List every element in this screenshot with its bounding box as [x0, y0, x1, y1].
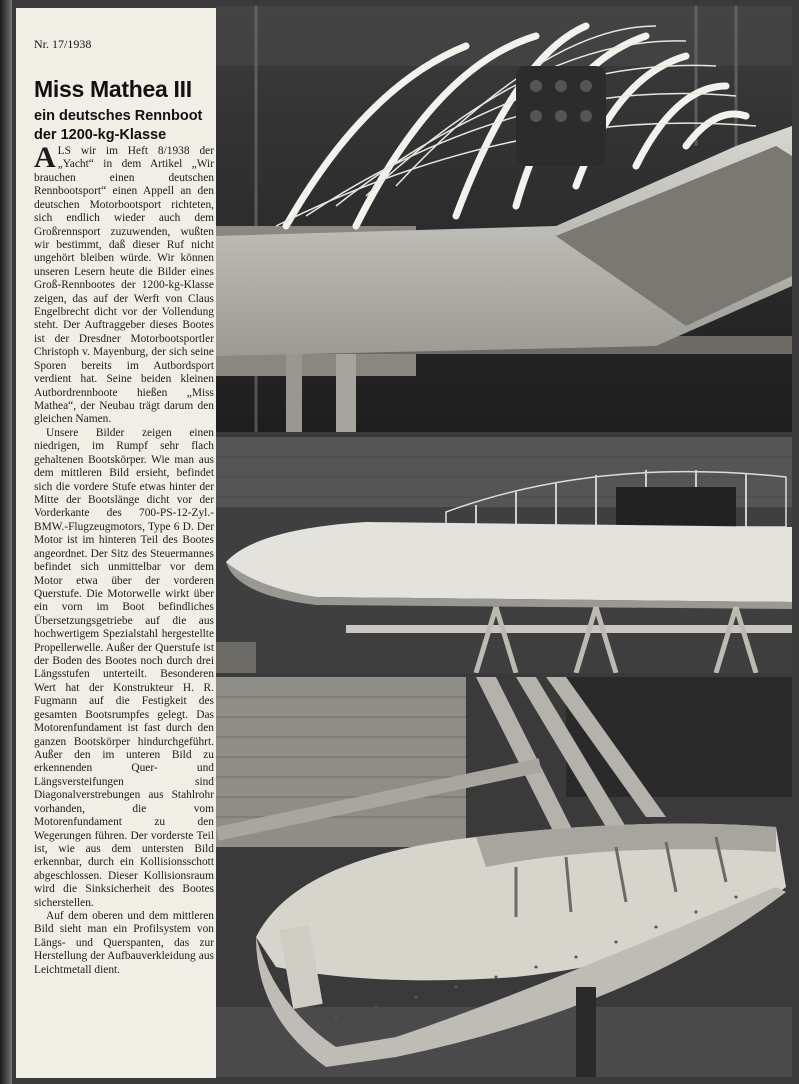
- photo-hull-interior: [216, 677, 792, 1077]
- issue-number: Nr. 17/1938: [34, 37, 92, 51]
- paragraph-1: [34, 141, 214, 427]
- paragraph-1-text: LS wir im Heft 8/1938 der „Yacht“ in dem Artikel „Wir brauchen einen deutschen Rennbootsport“ einen Appell an den deutschen Motorbootsport richteten, sich endlich wieder auch dem Großrennsport zuzuwenden, wußten wir bestimmt, daß dieser Ruf nicht ungehört bleiben würde. Wir können unseren Lesern heute die Bilder eines Groß-Rennbootes der 1200-kg-Klasse zeigen, das auf der Werft von Claus Engelbrecht dicht vor der Vollendung steht. Der Auftraggeber dieses Bootes ist der Dresdner Motorbootsportler Christoph v. Mayenburg, der sich seine Sporen bereits im Autbordsport verdient hat. Seine beiden kleinen Autbordrennboote hießen „Miss Mathea“, der Neubau trägt darum den gleichen Namen.: [34, 145, 214, 426]
- paragraph-3: Auf dem oberen und dem mittleren Bild sieht man ein Profilsystem von Längs- und Querspanten, das zur Herstellung der Aufbauverkleidung aus Leichtmetall dient.: [34, 910, 214, 976]
- article-text-column: [16, 8, 216, 1078]
- book-spine: [0, 0, 12, 1084]
- drop-cap: A: [34, 141, 56, 174]
- article-subtitle: ein deutsches Rennboot der 1200-kg-Klasse: [34, 108, 203, 143]
- article-title: Miss Mathea III: [34, 76, 192, 102]
- photo-boat-side-view: [216, 437, 792, 673]
- photo-boat-framework: [216, 6, 792, 432]
- paragraph-2: Unsere Bilder zeigen einen niedrigen, im Rumpf sehr flach gehaltenen Bootskörper. Wie man aus dem mittleren Bild ersieht, befindet sich die vordere Stufe etwas hinter der Mitte der Bootslänge dicht vor der Vorderkante des 700-PS-12-Zyl.-BMW.-Flugzeugmotors, Type 6 D. Der Motor ist im hinteren Teil des Bootes angeordnet. Der Sitz des Steuermannes befindet sich unmittelbar vor dem Motor etwa über der vorderen Querstufe. Die Motorwelle wirkt über ein vorn im Boot befindliches Übersetzungsgetriebe auf die aus hochwertigem Spezialstahl hergestellte Propellerwelle. Außer der Querstufe ist der Boden des Bootes noch durch drei Längsstufen unterteilt. Besonderen Wert hat der Konstrukteur H. R. Fugmann auf die Festigkeit des gesamten Bootsrumpfes gelegt. Das Motorenfundament ist fast durch den ganzen Bootskörper hindurchgeführt. Außer den im unteren Bild zu erkennenden Quer- und Längsversteifungen sind Diagonalverstrebungen aus Stahlrohr vorhanden, die vom Motorenfundament zu den Wegerungen führen. Der vorderste Teil ist, wie aus dem untersten Bild erkennbar, durch ein Kollisionsschott abgeschlossen. Dieser Kollisionsraum wird die Sinksicherheit des Bootes sicherstellen.: [34, 426, 214, 909]
- article-body: [34, 141, 214, 977]
